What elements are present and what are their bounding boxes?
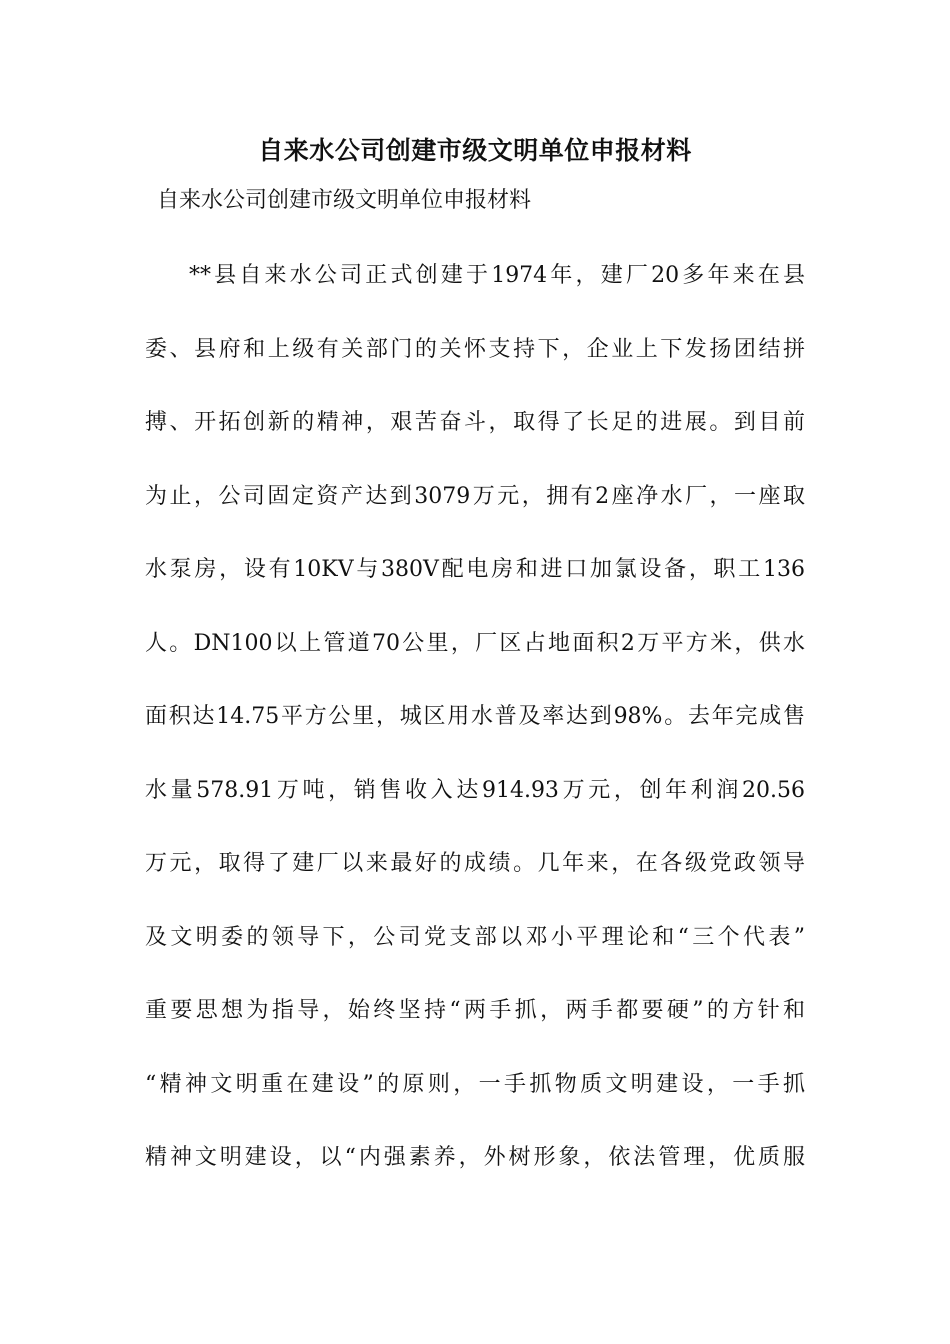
paragraph-line: 及文明委的领导下，公司党支部以邓小平理论和“三个代表”	[145, 924, 805, 950]
paragraph-line: 人。DN100以上管道70公里，厂区占地面积2万平方米，供水	[145, 630, 805, 656]
paragraph-line: 精神文明建设，以“内强素养，外树形象，依法管理，优质服	[145, 1145, 805, 1170]
paragraph-line: 万元，取得了建厂以来最好的成绩。几年来，在各级党政领导	[145, 851, 805, 876]
paragraph-line: “精神文明重在建设”的原则，一手抓物质文明建设，一手抓	[145, 1071, 805, 1097]
document-title: 自来水公司创建市级文明单位申报材料	[258, 136, 692, 165]
paragraph-line: 搏、开拓创新的精神，艰苦奋斗，取得了长足的进展。到目前	[145, 410, 805, 435]
paragraph-line: 重要思想为指导，始终坚持“两手抓，两手都要硬”的方针和	[145, 998, 805, 1023]
document-subtitle: 自来水公司创建市级文明单位申报材料	[157, 188, 532, 213]
paragraph-line: 水量578.91万吨，销售收入达914.93万元，创年利润20.56	[145, 777, 805, 803]
paragraph-line: **县自来水公司正式创建于1974年，建厂20多年来在县	[189, 263, 805, 288]
paragraph-line: 面积达14.75平方公里，城区用水普及率达到98%。去年完成售	[145, 704, 805, 729]
paragraph-line: 为止，公司固定资产达到3079万元，拥有2座净水厂，一座取	[145, 483, 805, 509]
paragraph-line: 水泵房，设有10KV与380V配电房和进口加氯设备，职工136	[145, 557, 805, 582]
paragraph-line: 委、县府和上级有关部门的关怀支持下，企业上下发扬团结拼	[145, 336, 805, 362]
body-paragraph	[145, 258, 805, 1214]
